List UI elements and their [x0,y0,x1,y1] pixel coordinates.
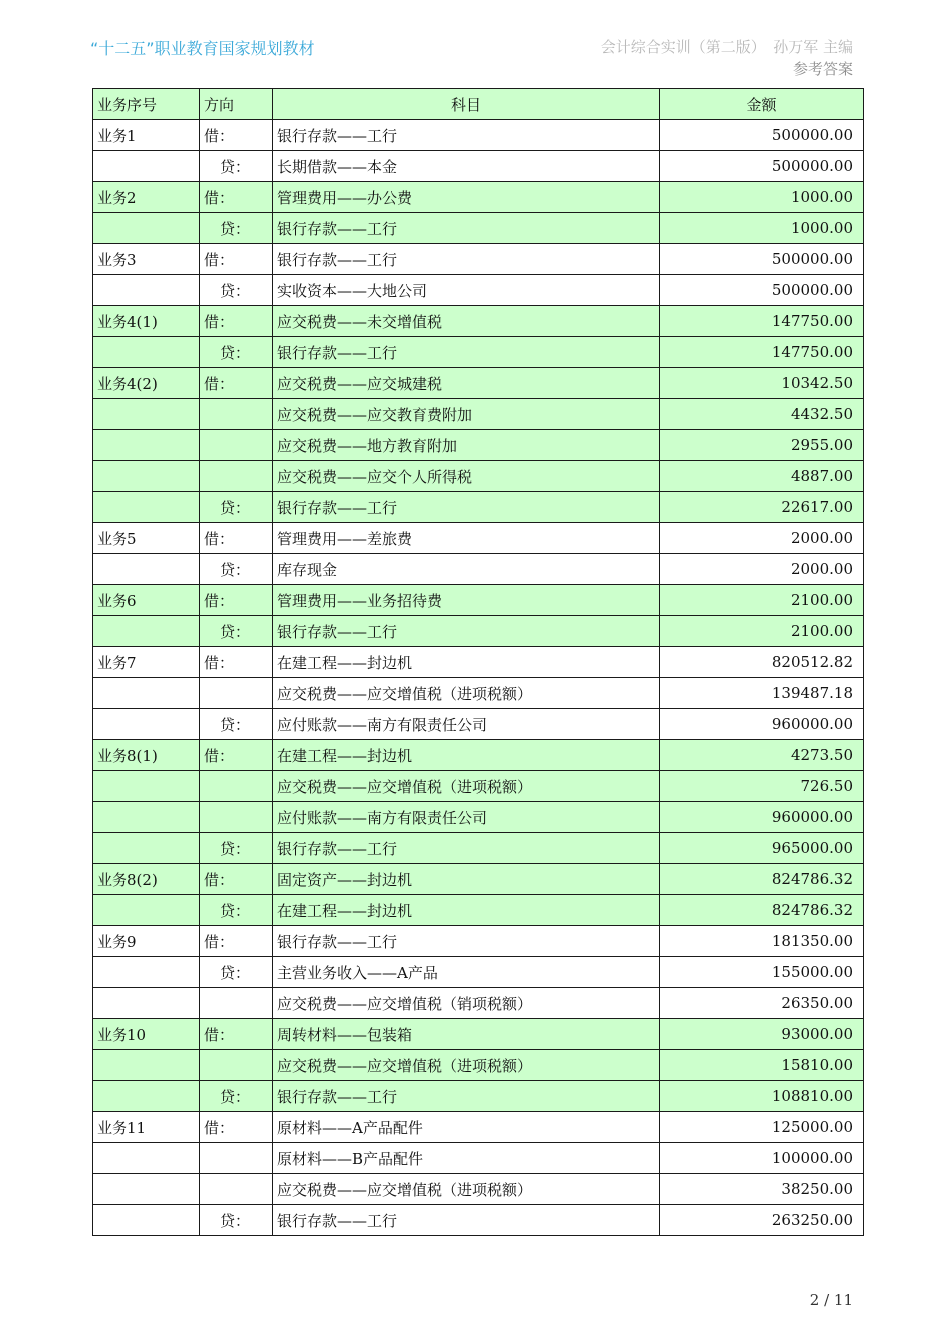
cell-amount: 125000.00 [660,1112,864,1143]
cell-amount: 10342.50 [660,368,864,399]
table-row [93,461,864,492]
table-row [93,1205,864,1236]
cell-amount: 4887.00 [660,461,864,492]
table-row [93,1174,864,1205]
cell-direction [200,1143,273,1174]
cell-business-no [93,771,200,802]
table-row [93,988,864,1019]
series-title: “十二五”职业教育国家规划教材 [90,39,315,58]
cell-direction: 贷： [200,709,273,740]
book-info [601,36,853,80]
cell-subject: 在建工程——封边机 [273,895,660,926]
cell-direction [200,771,273,802]
cell-direction: 贷： [200,616,273,647]
cell-subject: 管理费用——办公费 [273,182,660,213]
table-row [93,709,864,740]
col-header-direction: 方向 [200,89,273,120]
cell-direction: 贷： [200,554,273,585]
cell-amount: 155000.00 [660,957,864,988]
cell-direction [200,678,273,709]
table-row [93,802,864,833]
cell-business-no [93,337,200,368]
cell-subject: 在建工程——封边机 [273,647,660,678]
section-title: 参考答案 [792,60,853,78]
cell-amount: 2000.00 [660,554,864,585]
cell-subject: 应交税费——应交增值税（进项税额） [273,771,660,802]
cell-business-no [93,213,200,244]
journal-entries-table [92,88,864,1236]
cell-direction: 贷： [200,1081,273,1112]
cell-amount: 824786.32 [660,895,864,926]
table-row [93,1050,864,1081]
cell-business-no [93,616,200,647]
cell-direction: 贷： [200,957,273,988]
cell-subject: 管理费用——差旅费 [273,523,660,554]
cell-subject: 银行存款——工行 [273,337,660,368]
cell-business-no [93,988,200,1019]
table-row [93,616,864,647]
cell-amount: 1000.00 [660,213,864,244]
table-row [93,1112,864,1143]
cell-direction: 借： [200,523,273,554]
cell-subject: 应交税费——应交增值税（销项税额） [273,988,660,1019]
cell-amount: 108810.00 [660,1081,864,1112]
cell-subject: 长期借款——本金 [273,151,660,182]
cell-subject: 银行存款——工行 [273,833,660,864]
table-row [93,833,864,864]
cell-amount: 147750.00 [660,306,864,337]
cell-amount: 820512.82 [660,647,864,678]
table-row [93,275,864,306]
cell-subject: 原材料——A产品配件 [273,1112,660,1143]
cell-amount: 960000.00 [660,709,864,740]
cell-amount: 2955.00 [660,430,864,461]
cell-direction: 贷： [200,151,273,182]
cell-business-no: 业务8(2) [93,864,200,895]
cell-direction: 借： [200,182,273,213]
cell-business-no [93,1205,200,1236]
cell-business-no [93,709,200,740]
table-row [93,399,864,430]
cell-business-no: 业务4(2) [93,368,200,399]
cell-direction [200,1050,273,1081]
cell-direction: 借： [200,647,273,678]
cell-direction [200,988,273,1019]
cell-business-no: 业务4(1) [93,306,200,337]
cell-amount: 4273.50 [660,740,864,771]
cell-business-no [93,802,200,833]
page-number: 2 / 11 [809,1291,853,1309]
cell-business-no [93,833,200,864]
cell-business-no [93,554,200,585]
cell-subject: 银行存款——工行 [273,1081,660,1112]
cell-business-no [93,1081,200,1112]
table-row [93,151,864,182]
cell-business-no: 业务2 [93,182,200,213]
cell-amount: 26350.00 [660,988,864,1019]
cell-subject: 周转材料——包装箱 [273,1019,660,1050]
cell-business-no [93,461,200,492]
book-title: 会计综合实训（第二版） 孙万军 主编 [600,38,853,56]
cell-direction: 借： [200,306,273,337]
table-row [93,1019,864,1050]
cell-amount: 500000.00 [660,244,864,275]
cell-amount: 726.50 [660,771,864,802]
cell-subject: 银行存款——工行 [273,616,660,647]
table-row [93,213,864,244]
cell-business-no [93,151,200,182]
cell-subject: 应交税费——应交城建税 [273,368,660,399]
cell-amount: 824786.32 [660,864,864,895]
cell-subject: 应交税费——应交增值税（进项税额） [273,1174,660,1205]
cell-business-no [93,275,200,306]
cell-business-no [93,678,200,709]
col-header-no: 业务序号 [93,89,200,120]
col-header-amount: 金额 [660,89,864,120]
cell-direction: 借： [200,1112,273,1143]
cell-business-no: 业务11 [93,1112,200,1143]
cell-subject: 银行存款——工行 [273,120,660,151]
cell-amount: 960000.00 [660,802,864,833]
cell-amount: 965000.00 [660,833,864,864]
table-row [93,957,864,988]
cell-business-no [93,895,200,926]
table-row [93,647,864,678]
cell-subject: 在建工程——封边机 [273,740,660,771]
table-row [93,554,864,585]
cell-subject: 应交税费——应交增值税（进项税额） [273,1050,660,1081]
cell-business-no [93,1174,200,1205]
table-row [93,120,864,151]
cell-direction: 贷： [200,1205,273,1236]
cell-direction: 借： [200,864,273,895]
cell-subject: 实收资本——大地公司 [273,275,660,306]
table-row [93,864,864,895]
cell-business-no [93,1143,200,1174]
cell-amount: 500000.00 [660,275,864,306]
cell-amount: 22617.00 [660,492,864,523]
cell-subject: 应交税费——地方教育附加 [273,430,660,461]
cell-amount: 15810.00 [660,1050,864,1081]
table-row [93,492,864,523]
cell-business-no [93,430,200,461]
cell-direction: 借： [200,368,273,399]
table-row [93,1081,864,1112]
cell-direction [200,399,273,430]
cell-direction: 贷： [200,337,273,368]
table-row [93,306,864,337]
cell-amount: 500000.00 [660,151,864,182]
cell-amount: 4432.50 [660,399,864,430]
cell-subject: 银行存款——工行 [273,1205,660,1236]
cell-amount: 93000.00 [660,1019,864,1050]
cell-amount: 263250.00 [660,1205,864,1236]
cell-subject: 固定资产——封边机 [273,864,660,895]
cell-subject: 应交税费——应交个人所得税 [273,461,660,492]
cell-business-no [93,1050,200,1081]
cell-direction [200,430,273,461]
cell-amount: 2100.00 [660,616,864,647]
cell-direction [200,802,273,833]
cell-amount: 2100.00 [660,585,864,616]
table-row [93,244,864,275]
col-header-subject: 科目 [273,89,660,120]
cell-direction: 贷： [200,492,273,523]
cell-subject: 应交税费——应交增值税（进项税额） [273,678,660,709]
cell-subject: 原材料——B产品配件 [273,1143,660,1174]
cell-direction: 借： [200,244,273,275]
table-row [93,1143,864,1174]
cell-business-no: 业务6 [93,585,200,616]
cell-business-no [93,957,200,988]
table-header-row [93,89,864,120]
cell-business-no: 业务8(1) [93,740,200,771]
cell-business-no: 业务10 [93,1019,200,1050]
cell-business-no: 业务1 [93,120,200,151]
cell-business-no: 业务7 [93,647,200,678]
table-row [93,771,864,802]
cell-direction: 借： [200,1019,273,1050]
cell-subject: 银行存款——工行 [273,213,660,244]
table-row [93,585,864,616]
table-row [93,926,864,957]
cell-subject: 应交税费——应交教育费附加 [273,399,660,430]
table-row [93,337,864,368]
cell-amount: 1000.00 [660,182,864,213]
table-row [93,430,864,461]
cell-amount: 139487.18 [660,678,864,709]
cell-subject: 主营业务收入——A产品 [273,957,660,988]
cell-amount: 500000.00 [660,120,864,151]
cell-subject: 应付账款——南方有限责任公司 [273,802,660,833]
table-row [93,182,864,213]
cell-amount: 38250.00 [660,1174,864,1205]
cell-direction: 借： [200,120,273,151]
cell-direction: 贷： [200,213,273,244]
cell-direction: 借： [200,740,273,771]
cell-direction: 贷： [200,895,273,926]
cell-subject: 应付账款——南方有限责任公司 [273,709,660,740]
cell-business-no [93,492,200,523]
table-row [93,895,864,926]
cell-direction: 贷： [200,275,273,306]
cell-business-no: 业务9 [93,926,200,957]
cell-business-no: 业务5 [93,523,200,554]
cell-direction [200,1174,273,1205]
table-row [93,368,864,399]
table-row [93,523,864,554]
table-row [93,678,864,709]
cell-subject: 银行存款——工行 [273,492,660,523]
cell-amount: 181350.00 [660,926,864,957]
cell-amount: 147750.00 [660,337,864,368]
cell-business-no [93,399,200,430]
cell-direction [200,461,273,492]
cell-subject: 银行存款——工行 [273,244,660,275]
cell-subject: 管理费用——业务招待费 [273,585,660,616]
cell-amount: 100000.00 [660,1143,864,1174]
cell-direction: 借： [200,585,273,616]
cell-direction: 贷： [200,833,273,864]
table-row [93,740,864,771]
cell-direction: 借： [200,926,273,957]
cell-subject: 银行存款——工行 [273,926,660,957]
cell-business-no: 业务3 [93,244,200,275]
cell-subject: 库存现金 [273,554,660,585]
cell-subject: 应交税费——未交增值税 [273,306,660,337]
cell-amount: 2000.00 [660,523,864,554]
